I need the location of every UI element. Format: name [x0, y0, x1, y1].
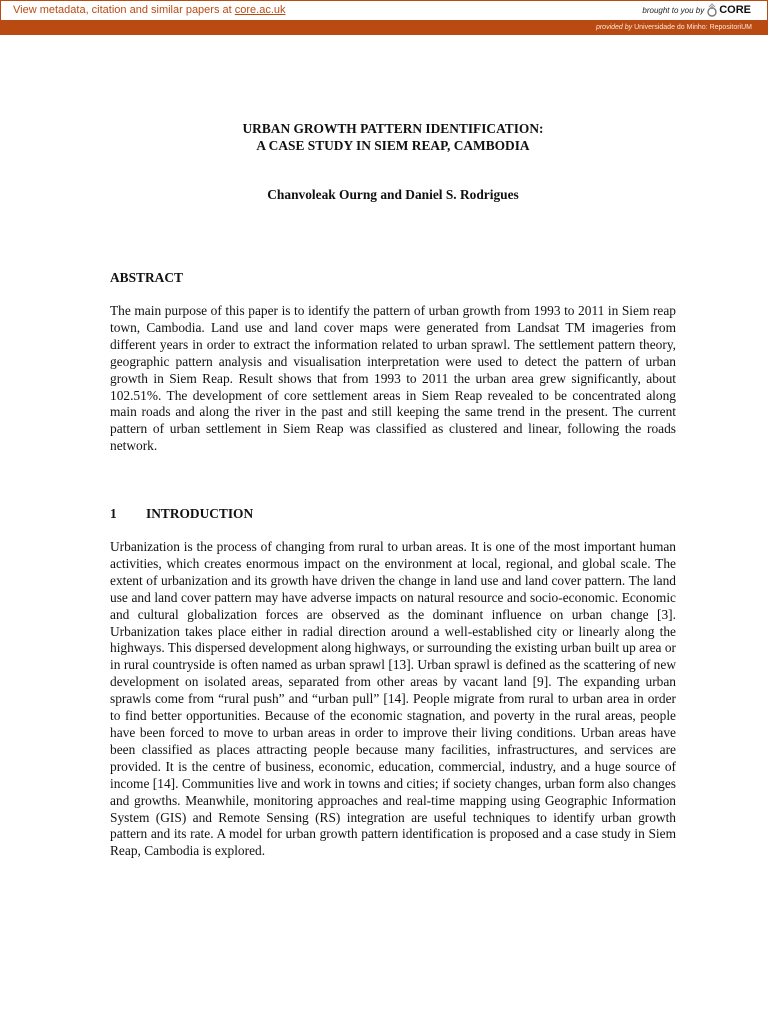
paper-authors: Chanvoleak Ourng and Daniel S. Rodrigues — [267, 187, 519, 202]
paper-title-line-1: URBAN GROWTH PATTERN IDENTIFICATION: — [242, 121, 544, 136]
section-number: 1 — [110, 506, 117, 521]
brought-text: brought to you by — [642, 5, 705, 15]
brought-to-you-by — [642, 3, 751, 17]
core-logo-icon — [707, 3, 717, 17]
metadata-text: View metadata, citation and similar papers at — [13, 4, 235, 16]
paper-title — [110, 121, 676, 154]
paper-title-line-2: A CASE STUDY IN SIEM REAP, CAMBODIA — [256, 137, 530, 153]
provided-source-link[interactable]: Universidade do Minho: RepositoriUM — [632, 24, 752, 31]
introduction-paragraph: Urbanization is the process of changing from rural to urban areas. It is one of the most important human activities, which creates enormous impact on the environment at local, regional, and global scale. The extent of urbanization and its growth have driven the change in land use and land cover pattern. The land use and land cover pattern may have adverse impacts on natural resource and socio-economic. Economic and cultural globalization forces are observed as the dominant influence on urban change [3]. Urbanization takes place either in radial direction around a well-established city or linearly along the highways. This dispersed development along highways, or surrounding the existing urban built up area or in rural countryside is often named as urban sprawl [13]. Urban sprawl is defined as the scattering of new development on isolated areas, separated from other areas by vacant land [9]. The expanding urban sprawls come from “rural push” and “urban pull” [14]. People migrate from rural to urban area in order to find better opportunities. Because of the economic stagnation, and poverty in the rural areas, people have been forced to move to urban areas in order to improve their living conditions. Urban areas have been classified as places attracting people because many facilities, infrastructures, and services are provided. It is the centre of business, economic, education, commercial, industry, and a huge source of income [14]. Communities live and work in towns and cities; if society changes, urban form also changes and growths. Meanwhile, monitoring approaches and real-time mapping using Geographic Information System (GIS) and Remote Sensing (RS) integration are useful techniques to identify urban growth pattern and its rate. A model for urban growth pattern identification is proposed and a case study in Siem Reap, Cambodia is explored. — [110, 539, 676, 859]
core-logo[interactable] — [707, 3, 751, 17]
core-wordmark: CORE — [719, 4, 751, 16]
provided-prefix: provided by — [595, 24, 633, 31]
introduction-heading — [110, 506, 253, 522]
metadata-notice — [13, 4, 286, 16]
section-title: INTRODUCTION — [146, 506, 254, 521]
abstract-paragraph: The main purpose of this paper is to identify the pattern of urban growth from 1993 to 2011 in Siem reap town, Cambodia. Land use and land cover maps were generated from Landsat TM imageries from different years in order to extract the information related to urban sprawl. The settlement pattern theory, geographic pattern analysis and visualisation interpretation were used to detect the pattern of urban growth in Siem Reap. Result shows that from 1993 to 2011 the urban area grew significantly, about 102.51%. The development of core settlement areas in Siem Reap revealed to be concentrated along main roads and along the river in the past and still keeping the same trend in the present. The current pattern of urban settlement in Siem Reap was classified as clustered and linear, following the roads network. — [110, 303, 676, 454]
abstract-heading: ABSTRACT — [110, 270, 183, 285]
core-banner — [0, 0, 768, 20]
provided-by-bar — [0, 20, 768, 35]
core-ac-uk-link[interactable]: core.ac.uk — [234, 4, 286, 16]
